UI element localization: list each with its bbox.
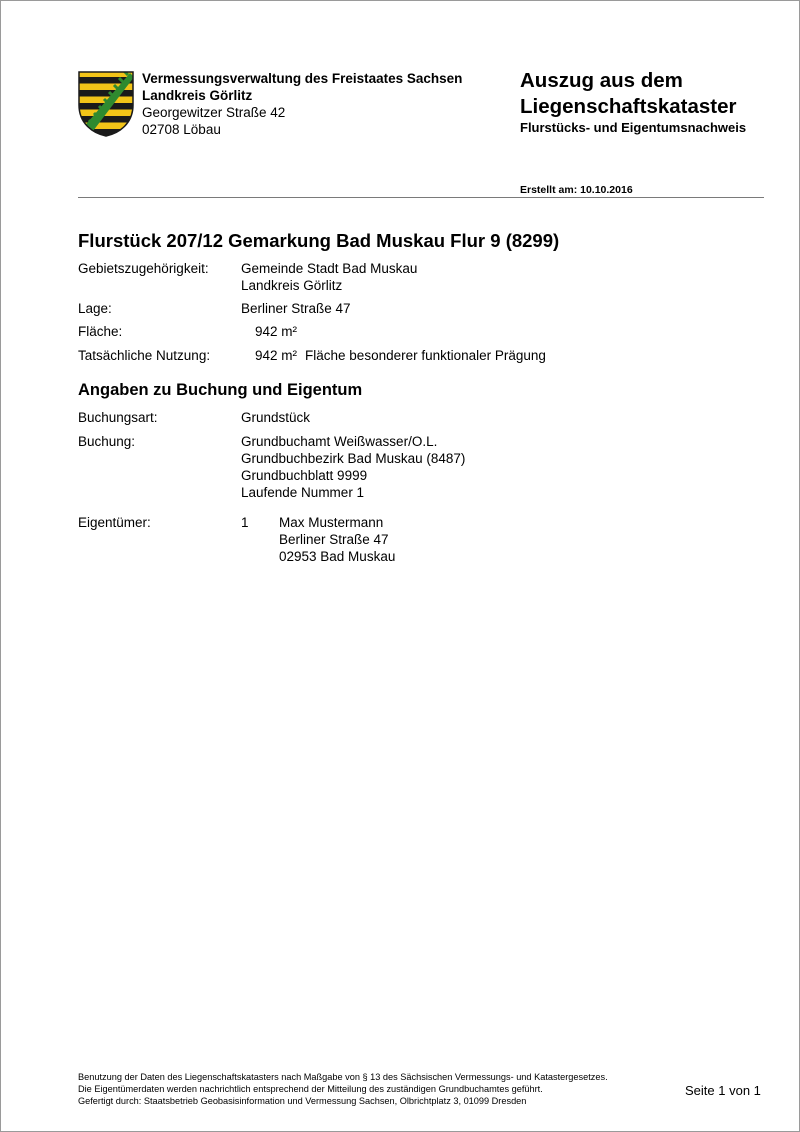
land-registry-office: Grundbuchamt Weißwasser/O.L.	[241, 434, 438, 449]
area-label: Fläche:	[78, 324, 123, 339]
booking-type-label: Buchungsart:	[78, 410, 158, 425]
usage-value: Fläche besonderer funktionaler Prägung	[305, 348, 546, 363]
document-title-line2: Liegenschaftskataster	[520, 95, 737, 118]
owner-number: 1	[241, 515, 249, 530]
authority-street: Georgewitzer Straße 42	[142, 105, 286, 120]
footer-legal-note: Benutzung der Daten des Liegenschaftskatasters nach Maßgabe von § 13 des Sächsischen Vermessungs- und Katastergesetzes.	[78, 1072, 608, 1082]
document-title-line1: Auszug aus dem	[520, 69, 683, 92]
area-membership-label: Gebietszugehörigkeit:	[78, 261, 209, 276]
land-registry-sheet: Grundbuchblatt 9999	[241, 468, 368, 483]
owner-city: 02953 Bad Muskau	[279, 549, 396, 564]
area-value: 942 m²	[255, 324, 298, 339]
created-date: Erstellt am: 10.10.2016	[520, 184, 633, 196]
authority-district: Landkreis Görlitz	[142, 88, 253, 103]
header-divider	[78, 197, 764, 198]
owner-name: Max Mustermann	[279, 515, 384, 530]
footer-owner-note: Die Eigentümerdaten werden nachrichtlich entsprechend der Mitteilung des zuständigen Grundbuchamtes geführt.	[78, 1084, 543, 1094]
usage-row	[255, 347, 546, 364]
usage-area: 942 m²	[255, 348, 298, 363]
location-value: Berliner Straße 47	[241, 301, 351, 316]
booking-heading: Angaben zu Buchung und Eigentum	[78, 381, 363, 399]
authority-city: 02708 Löbau	[142, 122, 221, 137]
document-subtitle: Flurstücks- und Eigentumsnachweis	[520, 120, 747, 135]
area-membership-municipality: Gemeinde Stadt Bad Muskau	[241, 261, 418, 276]
authority-name: Vermessungsverwaltung des Freistaates Sachsen	[142, 71, 463, 86]
footer-notes	[78, 1071, 608, 1107]
sequence-number: Laufende Nummer 1	[241, 485, 365, 500]
footer-producer: Gefertigt durch: Staatsbetrieb Geobasisinformation und Vermessung Sachsen, Olbrichtplatz 3, 01099 Dresden	[78, 1096, 527, 1106]
issuing-authority	[142, 70, 462, 138]
page-number: Seite 1 von 1	[685, 1083, 761, 1098]
booking-type-value: Grundstück	[241, 410, 311, 425]
parcel-heading: Flurstück 207/12 Gemarkung Bad Muskau Flur 9 (8299)	[78, 230, 560, 251]
usage-label: Tatsächliche Nutzung:	[78, 348, 211, 363]
area-membership-district: Landkreis Görlitz	[241, 278, 343, 293]
land-registry-district: Grundbuchbezirk Bad Muskau (8487)	[241, 451, 466, 466]
saxony-coat-of-arms-icon	[78, 71, 134, 137]
owner-street: Berliner Straße 47	[279, 532, 389, 547]
document-title-block	[520, 68, 746, 136]
owner-label: Eigentümer:	[78, 515, 151, 530]
booking-label: Buchung:	[78, 434, 136, 449]
location-label: Lage:	[78, 301, 112, 316]
